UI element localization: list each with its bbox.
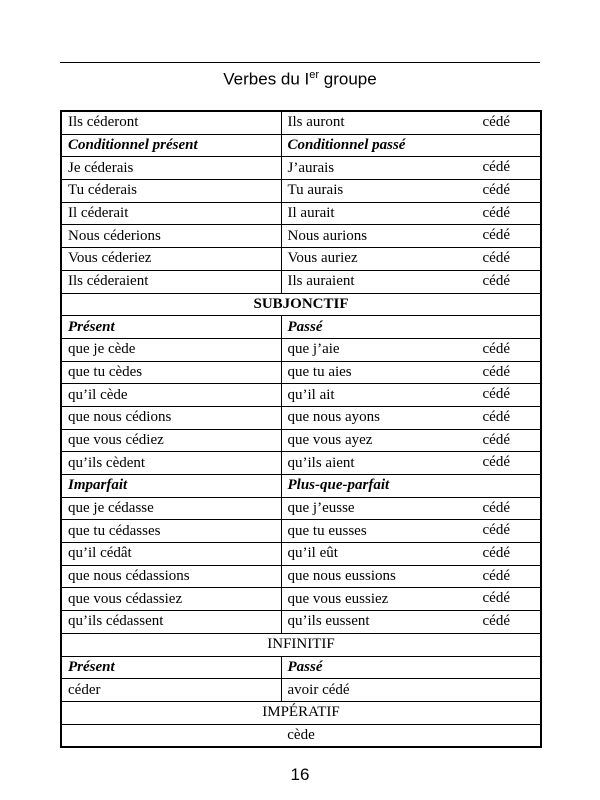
compound-form-cell: [281, 111, 541, 134]
tense-header-row: [61, 134, 541, 157]
simple-form-cell: qu’il cède: [61, 384, 281, 407]
compound-form-cell: [281, 565, 541, 588]
compound-form-cell: [281, 406, 541, 429]
participle-text: cédé: [482, 250, 510, 267]
auxiliary-text: Il aurait: [287, 205, 335, 222]
participle-text: cédé: [482, 567, 510, 584]
auxiliary-text: qu’ils eussent: [287, 613, 370, 630]
table-row: [61, 338, 541, 361]
auxiliary-text: Vous auriez: [287, 250, 358, 267]
page-title: Verbes du Ier groupe: [223, 69, 377, 89]
participle-text: cédé: [482, 182, 510, 199]
compound-form-cell: [281, 543, 541, 566]
compound-form-cell: [281, 202, 541, 225]
participle-text: cédé: [482, 227, 510, 244]
simple-form-cell: que tu cédasses: [61, 520, 281, 543]
compound-form-cell: [281, 452, 541, 475]
participle-text: cédé: [482, 363, 510, 380]
simple-form-cell: que tu cèdes: [61, 361, 281, 384]
table-row: [61, 679, 541, 702]
mood-header-row: [61, 633, 541, 656]
auxiliary-text: que vous ayez: [287, 431, 373, 448]
tense-label: Imparfait: [61, 475, 281, 498]
simple-form-cell: qu’ils cèdent: [61, 452, 281, 475]
auxiliary-text: que tu aies: [287, 363, 352, 380]
simple-form-cell: qu’ils cédassent: [61, 611, 281, 634]
table-row: [61, 361, 541, 384]
table-row: [61, 543, 541, 566]
auxiliary-text: Ils auraient: [287, 273, 355, 290]
auxiliary-text: que vous eussiez: [287, 590, 389, 607]
participle-text: cédé: [482, 386, 510, 403]
simple-form-cell: Je céderais: [61, 157, 281, 180]
table-row: [61, 565, 541, 588]
table-row: [61, 202, 541, 225]
compound-form-cell: [281, 497, 541, 520]
auxiliary-text: que nous ayons: [287, 409, 380, 426]
auxiliary-text: J’aurais: [287, 159, 335, 176]
tense-label: Passé: [281, 656, 541, 679]
participle-text: cédé: [482, 454, 510, 471]
infinitive-past: avoir cédé: [281, 679, 541, 702]
table-row: [61, 270, 541, 293]
participle-text: cédé: [482, 431, 510, 448]
auxiliary-text: que nous eussions: [287, 568, 396, 585]
compound-form-cell: [281, 611, 541, 634]
participle-text: cédé: [482, 159, 510, 176]
tense-label: Conditionnel présent: [61, 134, 281, 157]
simple-form-cell: que vous cédiez: [61, 429, 281, 452]
compound-form-cell: [281, 429, 541, 452]
table-row: [61, 406, 541, 429]
simple-form-cell: qu’il cédât: [61, 543, 281, 566]
compound-form-cell: [281, 384, 541, 407]
simple-form-cell: Nous céderions: [61, 225, 281, 248]
auxiliary-text: qu’il ait: [287, 386, 335, 403]
simple-form-cell: que vous cédassiez: [61, 588, 281, 611]
tense-label: Conditionnel passé: [281, 134, 541, 157]
infinitive-present: céder: [61, 679, 281, 702]
auxiliary-text: qu’ils aient: [287, 454, 355, 471]
tense-header-row: [61, 316, 541, 339]
table-row: [61, 429, 541, 452]
table-row: [61, 225, 541, 248]
participle-text: cédé: [482, 613, 510, 630]
mood-header-row: [61, 293, 541, 316]
mood-label: INFINITIF: [61, 633, 541, 656]
auxiliary-text: que j’aie: [287, 341, 340, 358]
page-header: [60, 62, 540, 103]
table-row: [61, 520, 541, 543]
compound-form-cell: [281, 588, 541, 611]
mood-label: cède: [61, 724, 541, 747]
simple-form-cell: Il céderait: [61, 202, 281, 225]
tense-header-row: [61, 656, 541, 679]
participle-text: cédé: [482, 522, 510, 539]
participle-text: cédé: [482, 499, 510, 516]
tense-label: Présent: [61, 316, 281, 339]
table-row: [61, 588, 541, 611]
table-row: [61, 384, 541, 407]
table-row: [61, 111, 541, 134]
compound-form-cell: [281, 157, 541, 180]
participle-text: cédé: [482, 340, 510, 357]
mood-header-row: [61, 724, 541, 747]
compound-form-cell: [281, 248, 541, 271]
table-row: [61, 157, 541, 180]
participle-text: cédé: [482, 408, 510, 425]
table-row: [61, 497, 541, 520]
participle-text: cédé: [482, 204, 510, 221]
simple-form-cell: que nous cédassions: [61, 565, 281, 588]
compound-form-cell: [281, 180, 541, 203]
auxiliary-text: que j’eusse: [287, 500, 355, 517]
tense-label: Plus-que-parfait: [281, 475, 541, 498]
compound-form-cell: [281, 338, 541, 361]
simple-form-cell: Ils céderaient: [61, 270, 281, 293]
simple-form-cell: Ils céderont: [61, 111, 281, 134]
auxiliary-text: Ils auront: [287, 114, 345, 131]
mood-label: IMPÉRATIF: [61, 701, 541, 724]
auxiliary-text: Nous aurions: [287, 227, 368, 244]
auxiliary-text: qu’il eût: [287, 545, 338, 562]
table-row: [61, 452, 541, 475]
tense-header-row: [61, 475, 541, 498]
simple-form-cell: Tu céderais: [61, 180, 281, 203]
page-number: 16: [290, 765, 310, 784]
tense-label: Passé: [281, 316, 541, 339]
conjugation-table: [60, 110, 542, 748]
mood-header-row: [61, 701, 541, 724]
auxiliary-text: Tu aurais: [287, 182, 344, 199]
compound-form-cell: [281, 270, 541, 293]
table-row: [61, 611, 541, 634]
tense-label: Présent: [61, 656, 281, 679]
compound-form-cell: [281, 225, 541, 248]
simple-form-cell: que nous cédions: [61, 406, 281, 429]
participle-text: cédé: [482, 114, 510, 130]
table-row: [61, 248, 541, 271]
simple-form-cell: que je cédasse: [61, 497, 281, 520]
simple-form-cell: Vous céderiez: [61, 248, 281, 271]
participle-text: cédé: [482, 272, 510, 289]
compound-form-cell: [281, 520, 541, 543]
auxiliary-text: que tu eusses: [287, 522, 367, 539]
table-row: [61, 180, 541, 203]
participle-text: cédé: [482, 545, 510, 562]
mood-label: SUBJONCTIF: [61, 293, 541, 316]
compound-form-cell: [281, 361, 541, 384]
participle-text: cédé: [482, 590, 510, 607]
simple-form-cell: que je cède: [61, 338, 281, 361]
